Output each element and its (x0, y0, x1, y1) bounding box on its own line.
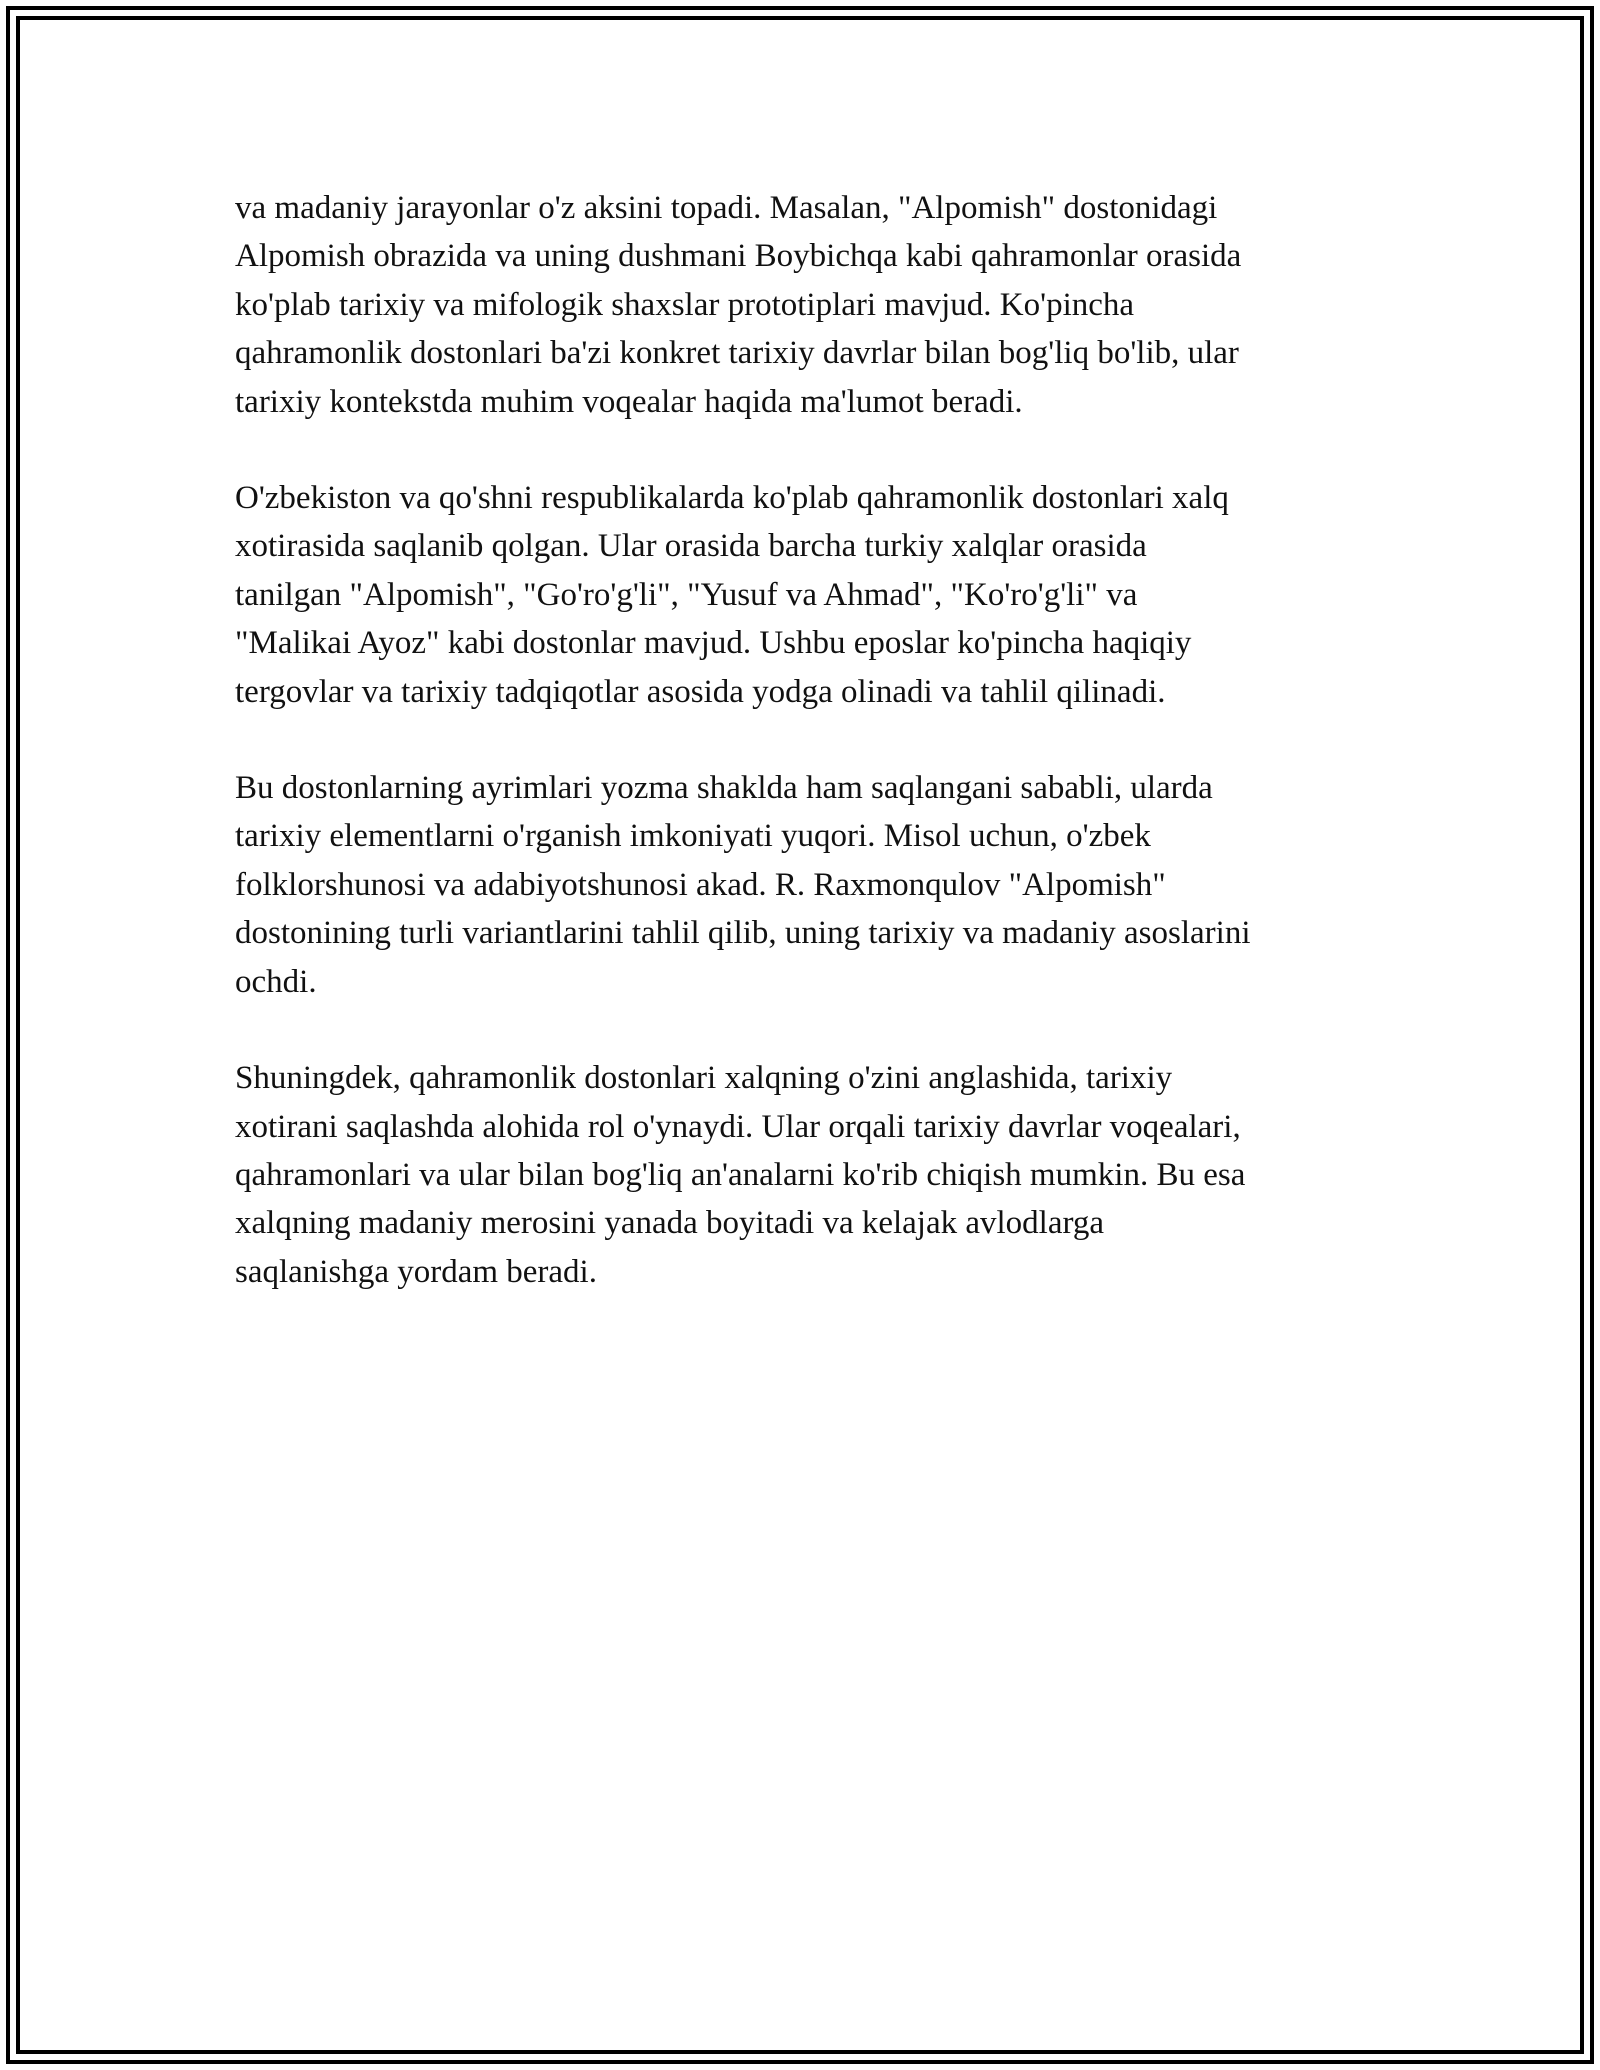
paragraph-4: Shuningdek, qahramonlik dostonlari xalqning o'zini anglashida, tarixiy xotirani saqlashda alohida rol o'ynaydi. Ular orqali tarixiy davrlar voqealari, qahramonlari va ular bilan bog'liq an'analarni ko'rib chiqish mumkin. Bu esa xalqning madaniy merosini yanada boyitadi va kelajak avlodlarga saqlanishga yordam beradi. (235, 1060, 1246, 1290)
paragraph-1: va madaniy jarayonlar o'z aksini topadi. Masalan, "Alpomish" dostonidagi Alpomish obrazida va uning dushmani Boybichqa kabi qahramonlar orasida ko'plab tarixiy va mifologik shaxslar prototiplari mavjud. Ko'pincha qahramonlik dostonlari ba'zi konkret tarixiy davrlar bilan bog'liq bo'lib, ular tarixiy kontekstda muhim voqealar haqida ma'lumot beradi. (235, 190, 1242, 420)
document-body (235, 184, 1375, 1344)
paragraph-2: O'zbekiston va qo'shni respublikalarda ko'plab qahramonlik dostonlari xalq xotirasida saqlanib qolgan. Ular orasida barcha turkiy xalqlar orasida tanilgan "Alpomish", "Go'ro'g'li", "Yusuf va Ahmad", "Ko'ro'g'li" va "Malikai Ayoz" kabi dostonlar mavjud. Ushbu eposlar ko'pincha haqiqiy tergovlar va tarixiy tadqiqotlar asosida yodga olinadi va tahlil qilinadi. (235, 480, 1229, 710)
paragraph-3: Bu dostonlarning ayrimlari yozma shaklda ham saqlangani sababli, ularda tarixiy elementlarni o'rganish imkoniyati yuqori. Misol uchun, o'zbek folklorshunosi va adabiyotshunosi akad. R. Raxmonqulov "Alpomish" dostonining turli variantlarini tahlil qilib, uning tarixiy va madaniy asoslarini ochdi. (235, 770, 1251, 1000)
